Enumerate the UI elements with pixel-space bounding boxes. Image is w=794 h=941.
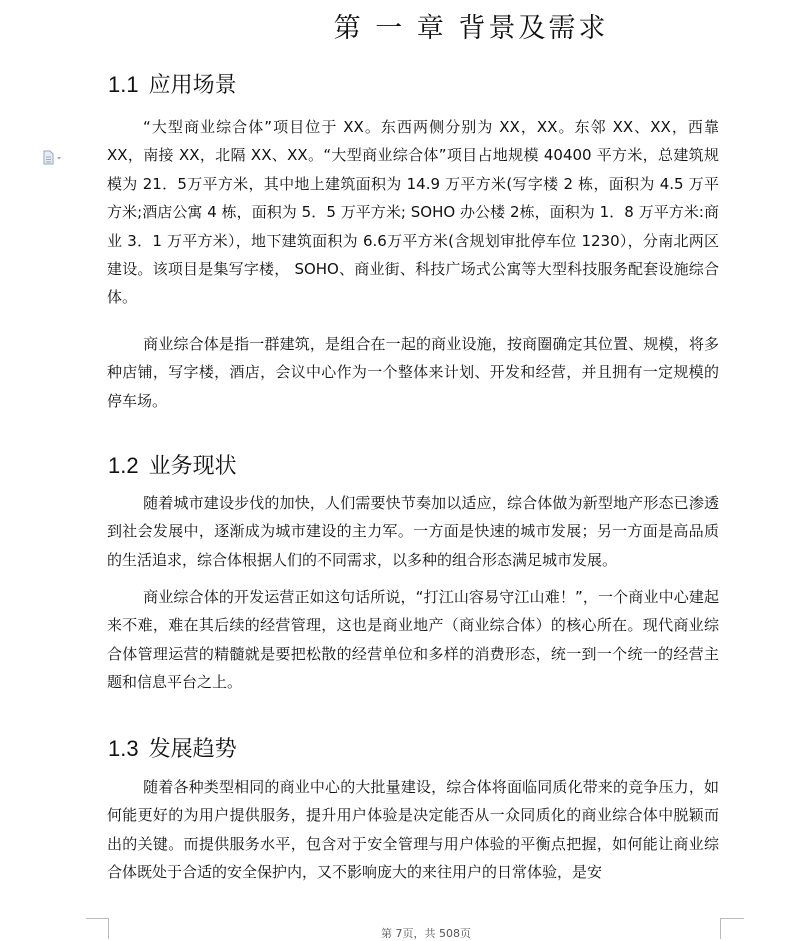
chapter-title: 第 一 章 背景及需求 [333, 13, 609, 44]
section-number: 1.3 [108, 736, 139, 761]
paragraph [107, 773, 719, 901]
paragraph [107, 489, 719, 574]
section-number: 1.2 [108, 453, 139, 478]
document-icon[interactable] [42, 150, 64, 166]
page-corner-left [86, 918, 108, 919]
paragraph-text: “大型商业综合体”项目位于 XX。东西两侧分别为 XX，XX。东邻 XX、XX，西靠 XX，南接 XX，北隔 XX、XX。“大型商业综合体”项目占地规模 40400 平方米，总建筑规模为 21．5万平方米，其中地上建筑面积为 14.9 万平方米(写字楼 2 栋，面积为 4.5 万平方米;酒店公寓 4 栋，面积为 5．5 万平方米; SOHO 办公楼 2栋，面积为 1．8 万平方米:商业 3．1 万平方米），地下建筑面积为 6.6万平方米(含规划审批停车位 1230），分南北两区建设。该项目是集写字楼， SOHO、商业街、科技广场式公寓等大型科技服务配套设施综合体。 [107, 118, 719, 307]
paragraph [107, 330, 719, 415]
section-number: 1.1 [108, 72, 139, 97]
page-count-status: 第 7页，共 508页 [381, 927, 471, 940]
section-title: 业务现状 [148, 454, 237, 479]
section-heading-1-1 [108, 68, 237, 99]
section-title: 应用场景 [148, 73, 237, 98]
paragraph-text: 随着各种类型相同的商业中心的大批量建设，综合体将面临同质化带来的竞争压力，如何能更好的为用户提供服务，提升用户体验是决定能否从一众同质化的商业综合体中脱颖而出的关键。而提供服务水平，包含对于安全管理与用户体验的平衡点把握，如何能让商业综合体既处于合适的安全保护内，又不影响庞大的来往用户的日常体验，是安 [107, 778, 719, 882]
section-heading-1-3 [108, 732, 237, 763]
paragraph-text: 商业综合体是指一群建筑，是组合在一起的商业设施，按商圈确定其位置、规模，将多种店铺，写字楼，酒店，会议中心作为一个整体来计划、开发和经营，并且拥有一定规模的停车场。 [107, 335, 719, 410]
page-corner-right [720, 918, 744, 919]
paragraph [107, 113, 719, 312]
paragraph-text: 随着城市建设步伐的加快，人们需要快节奏加以适应，综合体做为新型地产形态已渗透到社会发展中，逐渐成为城市建设的主力军。一方面是快速的城市发展；另一方面是高品质的生活追求，综合体根据人们的不同需求，以多种的组合形态满足城市发展。 [107, 494, 719, 569]
paragraph [107, 583, 719, 697]
paragraph-text: 商业综合体的开发运营正如这句话所说，“打江山容易守江山难！”，一个商业中心建起来不难，难在其后续的经营管理，这也是商业地产（商业综合体）的核心所在。现代商业综合体管理运营的精髓就是要把松散的经营单位和多样的消费形态，统一到一个统一的经营主题和信息平台之上。 [107, 588, 719, 692]
section-title: 发展趋势 [148, 737, 237, 762]
section-heading-1-2 [108, 449, 237, 480]
